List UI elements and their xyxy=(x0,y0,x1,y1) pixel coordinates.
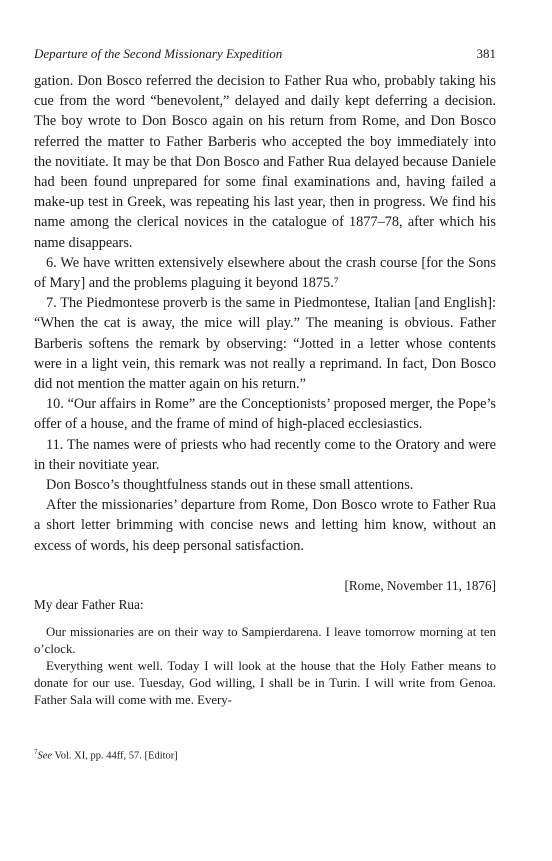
note-10-paragraph: 10. “Our affairs in Rome” are the Conceptionists’ proposed merger, the Pope’s offer of a house, and the frame of mind of high-placed ecclesiastics. xyxy=(34,396,496,433)
page-number: 381 xyxy=(476,46,496,61)
letter-paragraph: Everything went well. Today I will look at the house that the Holy Father means to donate for our use. Tuesday, God willing, I shall be in Turin. I will write from Genoa. Father Sala will come with me. Every- xyxy=(34,658,496,707)
letter-dateline: [Rome, November 11, 1876] xyxy=(344,577,496,593)
letter-body xyxy=(34,624,496,709)
footnote-see: See xyxy=(37,750,53,762)
running-title: Departure of the Second Missionary Expedition xyxy=(34,46,283,61)
note-6-paragraph: 6. We have written extensively elsewhere about the crash course [for the Sons of Mary] and the problems plaguing it beyond 1875.⁷ xyxy=(34,254,496,292)
paragraph-continuation: gation. Don Bosco referred the decision to Father Rua who, probably taking his cue from the word “benevolent,” delayed and daily kept deferring a decision. The boy wrote to Don Bosco again on his return from Rome, and Don Bosco referred the matter to Father Barberis who accepted the boy immediately into the novitiate. It may be that Don Bosco and Father Rua delayed because Daniele had been found unprepared for some final examinations and, having failed a make-up test in Greek, was repeating his last year, then in progress. We find his name among the clerical novices in the catalogue of 1877–78, after which his name disappears. xyxy=(34,73,496,251)
thoughtfulness-paragraph: Don Bosco’s thoughtfulness stands out in these small attentions. xyxy=(46,477,414,494)
footnote xyxy=(34,748,178,762)
note-11-paragraph: 11. The names were of priests who had recently come to the Oratory and were in their novitiate year. xyxy=(34,436,496,473)
letter-salutation: My dear Father Rua: xyxy=(34,596,144,612)
departure-paragraph: After the missionaries’ departure from Rome, Don Bosco wrote to Father Rua a short letter brimming with concise news and letting him know, without an excess of words, his deep personal satisfaction. xyxy=(34,497,496,554)
letter-paragraph: Our missionaries are on their way to Sampierdarena. I leave tomorrow morning at ten o’clock. xyxy=(34,624,496,656)
note-7-paragraph: 7. The Piedmontese proverb is the same in Piedmontese, Italian [and English]: “When the cat is away, the mice will play.” The meaning is obvious. Father Barberis softens the remark by observing: “Jotted in a letter whose contents were in a light vein, this remark was not really a reprimand. In fact, Don Bosco did not mention the matter again on his return.” xyxy=(34,295,496,393)
body-text xyxy=(34,71,496,556)
book-page xyxy=(34,46,496,709)
running-header xyxy=(34,46,496,68)
footnote-text: Vol. XI, pp. 44ff, 57. [Editor] xyxy=(52,750,178,762)
footnote-marker: 7 xyxy=(34,748,38,756)
